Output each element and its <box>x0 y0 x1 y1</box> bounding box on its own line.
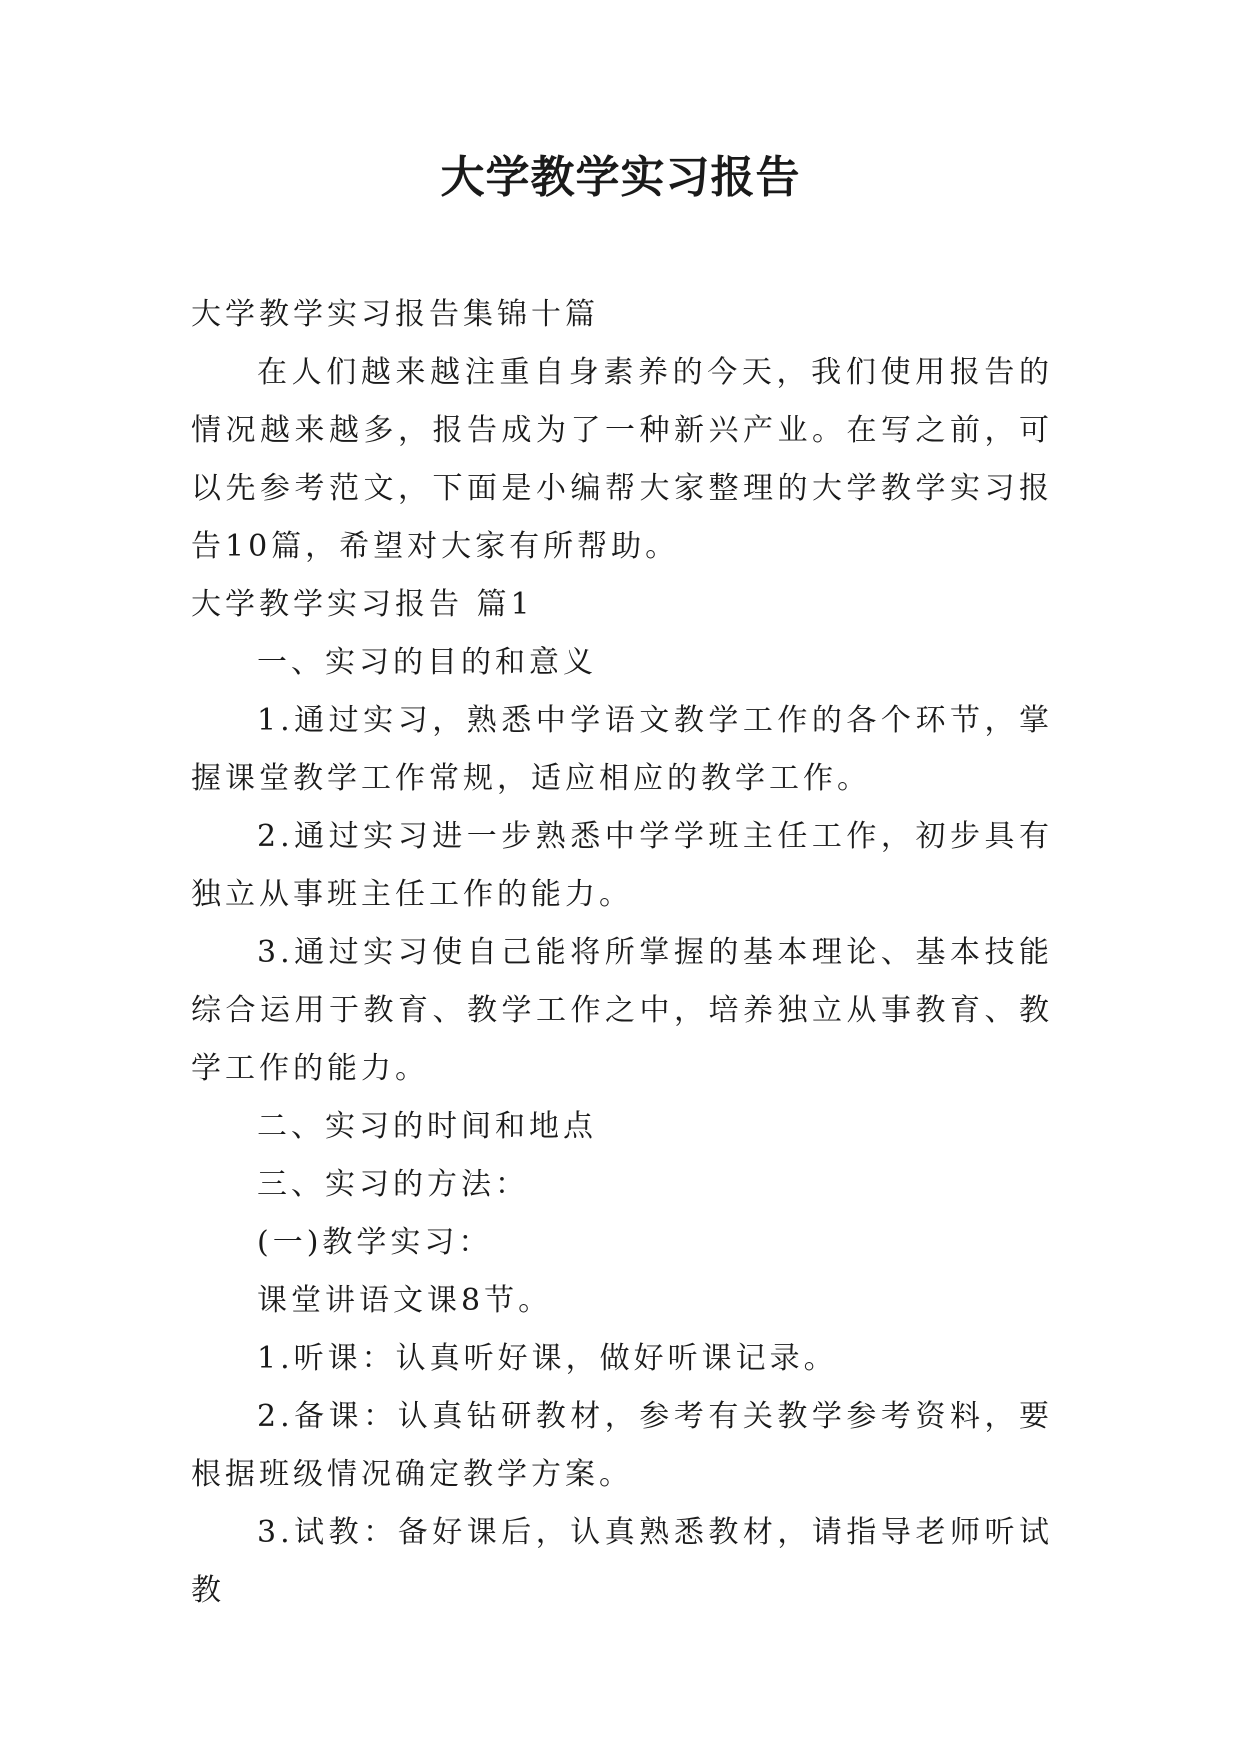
paragraph: 一、实习的目的和意义 <box>257 645 597 680</box>
paragraph: 2.备课：认真钻研教材，参考有关教学参考资料，要根据班级情况确定教学方案。 <box>191 1399 1053 1492</box>
paragraph: 1.通过实习，熟悉中学语文教学工作的各个环节，掌握课堂教学工作常规，适应相应的教学工作。 <box>191 703 1053 796</box>
paragraph: 3.试教：备好课后，认真熟悉教材，请指导老师听试教 <box>191 1515 1053 1608</box>
paragraph: 三、实习的方法： <box>257 1167 529 1202</box>
section-heading: 大学教学实习报告 篇1 <box>191 587 534 622</box>
paragraph: 1.听课：认真听好课，做好听课记录。 <box>257 1341 838 1376</box>
document-body <box>191 286 1053 1620</box>
document-title: 大学教学实习报告 <box>440 152 801 203</box>
paragraph: 二、实习的时间和地点 <box>257 1109 597 1144</box>
paragraph: 课堂讲语文课8节。 <box>257 1283 553 1318</box>
intro-paragraph: 在人们越来越注重自身素养的今天，我们使用报告的情况越来越多，报告成为了一种新兴产业。在写之前，可以先参考范文，下面是小编帮大家整理的大学教学实习报告10篇，希望对大家有所帮助。 <box>191 355 1053 564</box>
paragraph: (一)教学实习： <box>257 1225 493 1260</box>
subtitle-line: 大学教学实习报告集锦十篇 <box>191 297 599 332</box>
paragraph: 3.通过实习使自己能将所掌握的基本理论、基本技能综合运用于教育、教学工作之中，培养独立从事教育、教学工作的能力。 <box>191 935 1053 1086</box>
paragraph: 2.通过实习进一步熟悉中学学班主任工作，初步具有独立从事班主任工作的能力。 <box>191 819 1053 912</box>
